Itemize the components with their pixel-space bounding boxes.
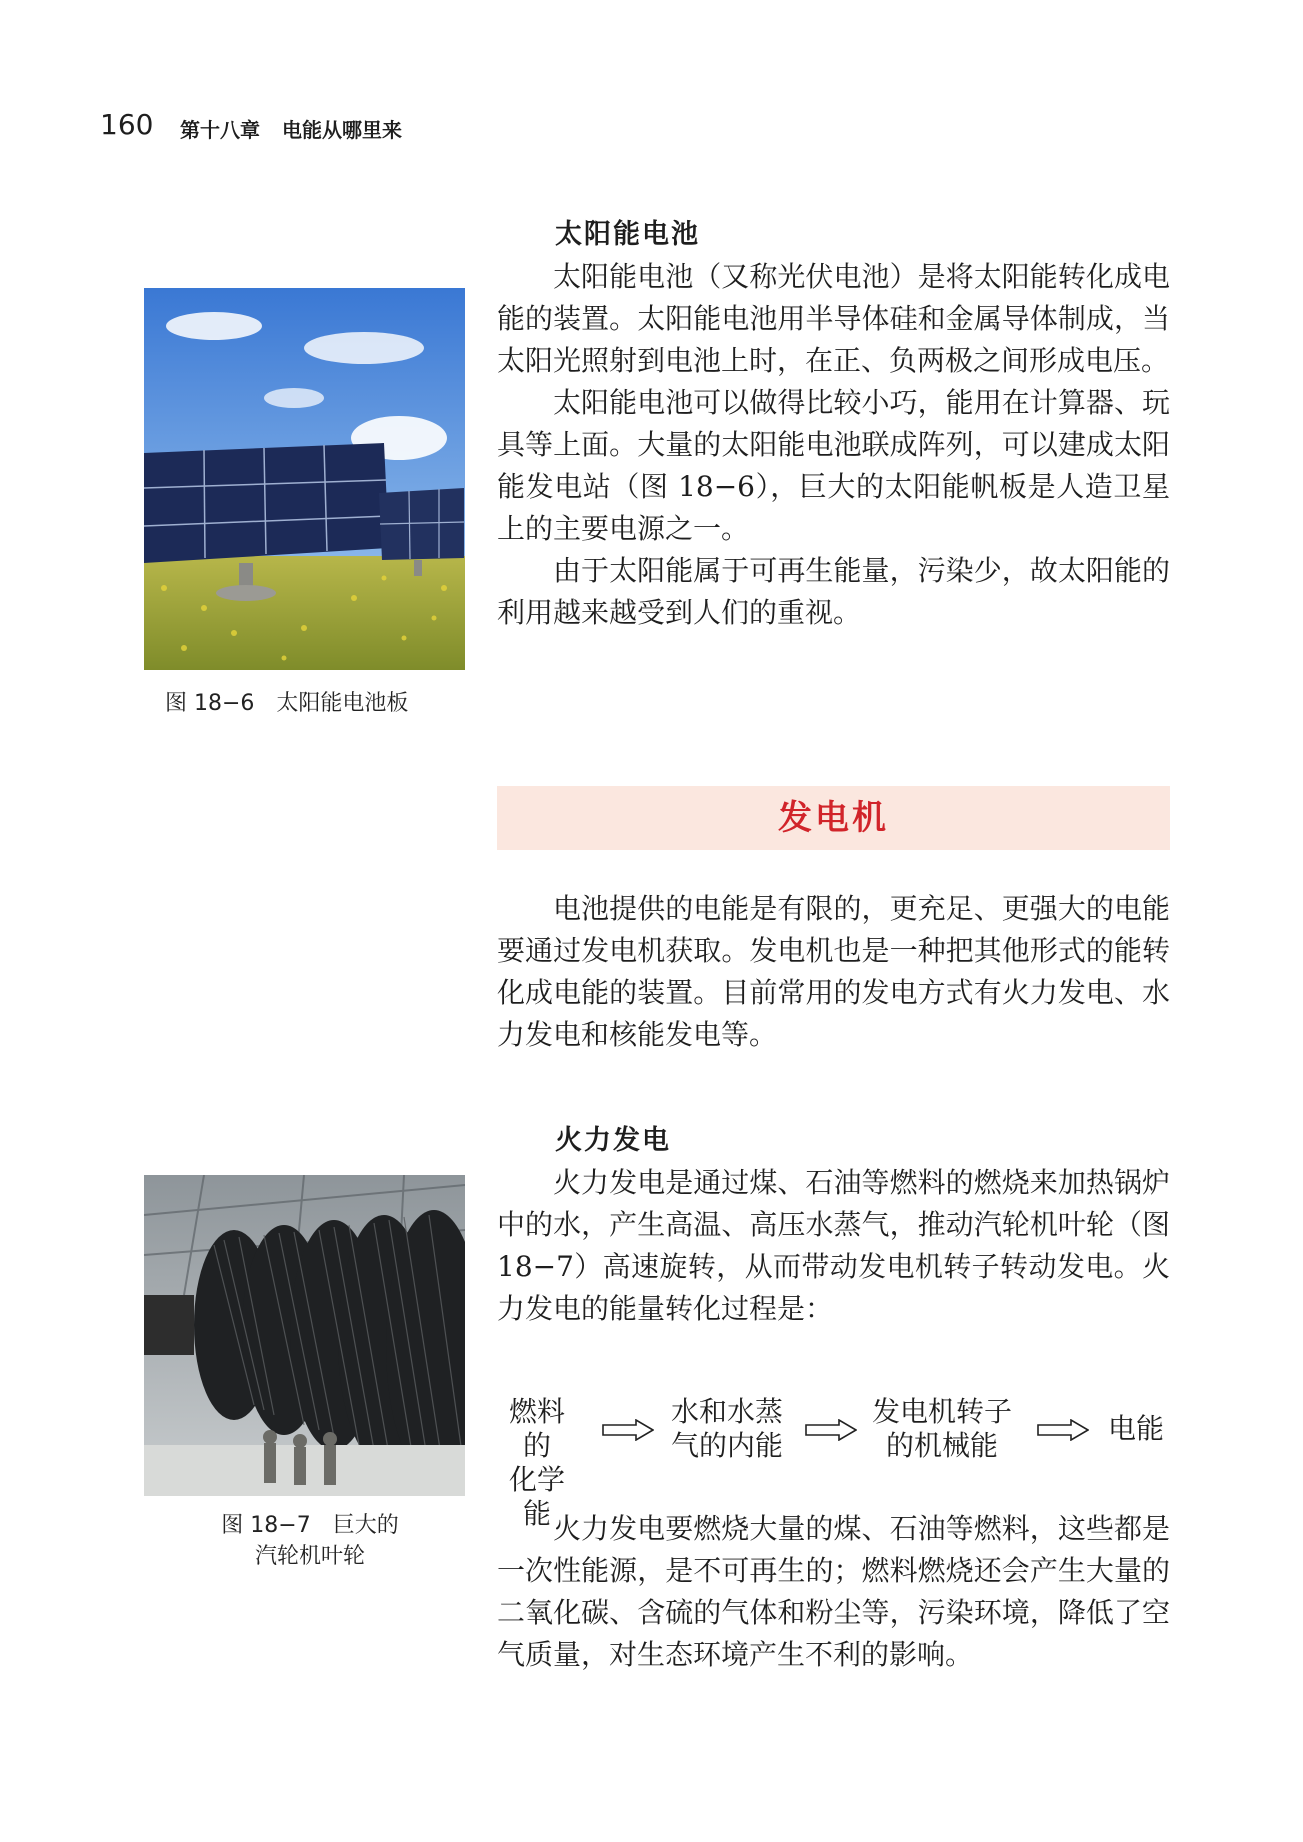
flow-arrow-icon [1037,1419,1089,1441]
flow-step-mechanical-energy [862,1395,1022,1463]
flow-step-electric-energy [1102,1412,1170,1446]
figure-18-6-caption: 图 18−6 太阳能电池板 [165,691,409,716]
flow-step-internal-energy [662,1395,792,1463]
thermal-heading: 火力发电 [555,1125,671,1156]
chapter-label: 第十八章 [180,118,260,142]
flow-step-3-line1: 发电机转子 [871,1395,1012,1428]
solar-panel-photo [144,288,465,670]
flow-step-2-line2: 气的内能 [670,1429,783,1462]
generator-intro-paragraph: 电池提供的电能是有限的，更充足、更强大的电能要通过发电机获取。发电机也是一种把其他形式的能转化成电能的装置。目前常用的发电方式有火力发电、水力发电和核能发电等。 [497,892,1170,1051]
figure-18-7-caption [205,1508,415,1570]
thermal-text [497,1162,1170,1330]
flow-arrow-icon [602,1419,654,1441]
thermal-closing-paragraph: 火力发电要燃烧大量的煤、石油等燃料，这些都是一次性能源，是不可再生的；燃料燃烧还会产生大量的二氧化碳、含硫的气体和粉尘等，污染环境，降低了空气质量，对生态环境产生不利的影响。 [497,1512,1170,1671]
solar-paragraph-1: 太阳能电池（又称光伏电池）是将太阳能转化成电能的装置。太阳能电池用半导体硅和金属导体制成，当太阳光照射到电池上时，在正、负两极之间形成电压。 [497,260,1170,377]
solar-text [497,256,1170,634]
flow-step-1-line2: 化学能 [508,1463,565,1530]
section-banner [497,786,1170,850]
generator-intro [497,888,1170,1056]
solar-paragraph-3: 由于太阳能属于可再生能量，污染少，故太阳能的利用越来越受到人们的重视。 [497,554,1170,629]
flow-step-4-line1: 电能 [1107,1412,1164,1445]
flow-step-2-line1: 水和水蒸 [670,1395,783,1428]
thermal-closing [497,1508,1170,1676]
flow-step-3-line2: 的机械能 [885,1429,998,1462]
page-number: 160 [100,108,154,141]
flow-step-1-line1: 燃料的 [508,1395,565,1462]
flow-arrow-icon [805,1419,857,1441]
energy-flow-diagram [497,1395,1170,1530]
figure-18-7-caption-line1: 图 18−7 巨大的 [221,1513,399,1538]
solar-heading: 太阳能电池 [555,219,700,250]
figure-18-7-caption-line2: 汽轮机叶轮 [254,1544,365,1569]
generator-title: 发电机 [778,798,889,838]
turbine-photo [144,1175,465,1496]
thermal-paragraph: 火力发电是通过煤、石油等燃料的燃烧来加热锅炉中的水，产生高温、高压水蒸气，推动汽轮机叶轮（图 18−7）高速旋转，从而带动发电机转子转动发电。火力发电的能量转化过程是： [497,1166,1170,1325]
section-title: 电能从哪里来 [282,118,402,142]
solar-paragraph-2: 太阳能电池可以做得比较小巧，能用在计算器、玩具等上面。大量的太阳能电池联成阵列，可以建成太阳能发电站（图 18−6），巨大的太阳能帆板是人造卫星上的主要电源之一。 [497,386,1170,545]
